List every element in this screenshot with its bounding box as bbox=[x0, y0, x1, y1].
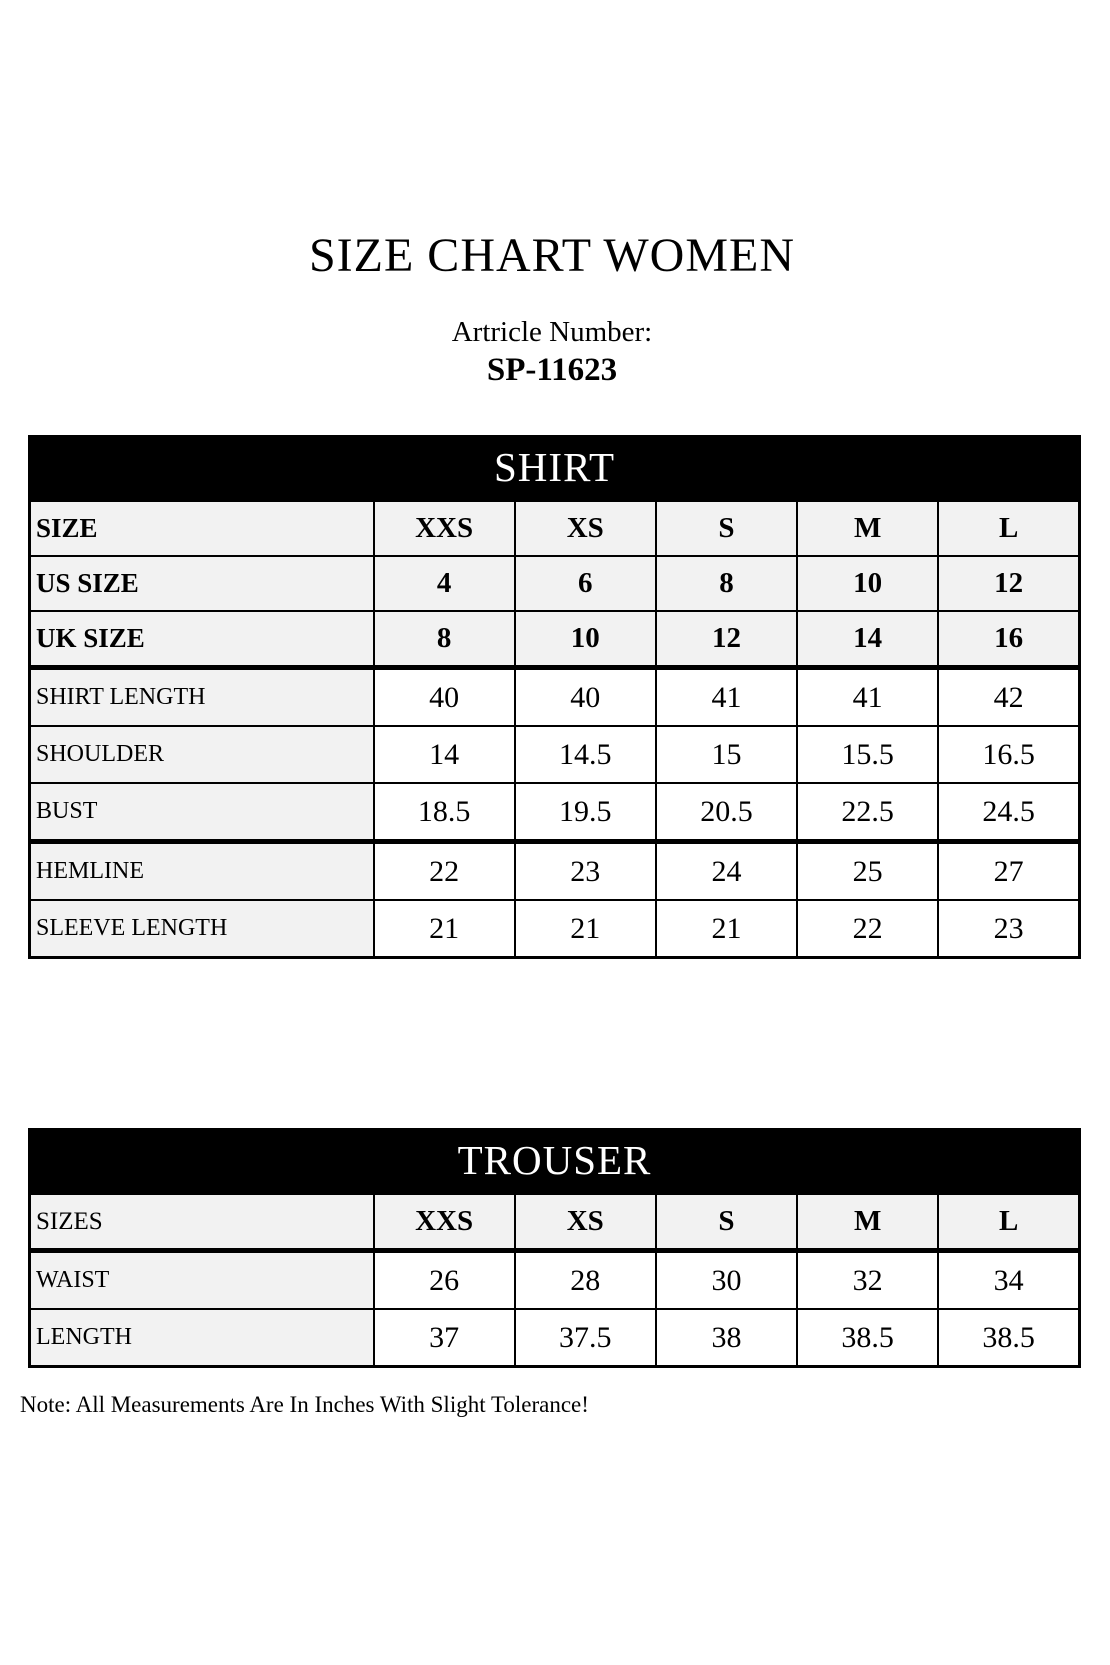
value-cell: 32 bbox=[797, 1251, 938, 1310]
value-cell: 40 bbox=[515, 668, 656, 727]
value-cell: 40 bbox=[374, 668, 515, 727]
value-cell: 37.5 bbox=[515, 1309, 656, 1367]
value-cell: 10 bbox=[797, 556, 938, 611]
article-number-value: SP-11623 bbox=[486, 352, 618, 388]
value-cell: 21 bbox=[515, 900, 656, 958]
value-cell: 19.5 bbox=[515, 783, 656, 842]
value-cell: 12 bbox=[938, 556, 1079, 611]
value-cell: 12 bbox=[656, 611, 797, 668]
row-label-cell: HEMLINE bbox=[30, 842, 374, 901]
value-cell: 38.5 bbox=[938, 1309, 1079, 1367]
value-cell: 30 bbox=[656, 1251, 797, 1310]
value-cell: 4 bbox=[374, 556, 515, 611]
row-label-cell: SHIRT LENGTH bbox=[30, 668, 374, 727]
shirt-table-title-band: SHIRT bbox=[28, 435, 1081, 499]
trouser-size-table bbox=[28, 1192, 1081, 1368]
row-us-size bbox=[30, 556, 1080, 611]
value-cell: 27 bbox=[938, 842, 1079, 901]
value-cell: 38.5 bbox=[797, 1309, 938, 1367]
value-cell: 41 bbox=[797, 668, 938, 727]
value-cell: S bbox=[656, 1194, 797, 1251]
row-label-cell: BUST bbox=[30, 783, 374, 842]
row-label-cell: LENGTH bbox=[30, 1309, 374, 1367]
value-cell: 18.5 bbox=[374, 783, 515, 842]
row-label-cell: WAIST bbox=[30, 1251, 374, 1310]
note-text: Note: All Measurements Are In Inches With Slight Tolerance! bbox=[20, 1392, 589, 1417]
row-label-cell: US SIZE bbox=[30, 556, 374, 611]
value-cell: 14 bbox=[374, 726, 515, 783]
trouser-size-section bbox=[28, 1128, 1081, 1368]
value-cell: 21 bbox=[656, 900, 797, 958]
row-shoulder bbox=[30, 726, 1080, 783]
value-cell: 15.5 bbox=[797, 726, 938, 783]
value-cell: XXS bbox=[374, 501, 515, 557]
value-cell: 22 bbox=[374, 842, 515, 901]
value-cell: 25 bbox=[797, 842, 938, 901]
value-cell: 14 bbox=[797, 611, 938, 668]
value-cell: 8 bbox=[374, 611, 515, 668]
row-uk-size bbox=[30, 611, 1080, 668]
value-cell: L bbox=[938, 1194, 1079, 1251]
value-cell: 15 bbox=[656, 726, 797, 783]
page-title: SIZE CHART WOMEN bbox=[308, 229, 795, 282]
value-cell: 22.5 bbox=[797, 783, 938, 842]
row-shirt-length bbox=[30, 668, 1080, 727]
value-cell: 22 bbox=[797, 900, 938, 958]
row-sizes bbox=[30, 1194, 1080, 1251]
value-cell: XXS bbox=[374, 1194, 515, 1251]
row-label-cell: SLEEVE LENGTH bbox=[30, 900, 374, 958]
value-cell: 16 bbox=[938, 611, 1079, 668]
value-cell: 14.5 bbox=[515, 726, 656, 783]
value-cell: S bbox=[656, 501, 797, 557]
shirt-size-section bbox=[28, 435, 1081, 959]
value-cell: 24 bbox=[656, 842, 797, 901]
row-label-cell: SIZES bbox=[30, 1194, 374, 1251]
trouser-table-title-band: TROUSER bbox=[28, 1128, 1081, 1192]
value-cell: 10 bbox=[515, 611, 656, 668]
value-cell: 26 bbox=[374, 1251, 515, 1310]
value-cell: 16.5 bbox=[938, 726, 1079, 783]
value-cell: XS bbox=[515, 1194, 656, 1251]
value-cell: M bbox=[797, 1194, 938, 1251]
row-label-cell: SHOULDER bbox=[30, 726, 374, 783]
row-waist bbox=[30, 1251, 1080, 1310]
value-cell: 23 bbox=[938, 900, 1079, 958]
value-cell: 42 bbox=[938, 668, 1079, 727]
value-cell: 38 bbox=[656, 1309, 797, 1367]
value-cell: 21 bbox=[374, 900, 515, 958]
value-cell: 8 bbox=[656, 556, 797, 611]
value-cell: 20.5 bbox=[656, 783, 797, 842]
value-cell: 28 bbox=[515, 1251, 656, 1310]
row-label-cell: SIZE bbox=[30, 501, 374, 557]
value-cell: M bbox=[797, 501, 938, 557]
value-cell: L bbox=[938, 501, 1079, 557]
row-sleeve-length bbox=[30, 900, 1080, 958]
shirt-size-table bbox=[28, 499, 1081, 959]
row-hemline bbox=[30, 842, 1080, 901]
row-bust bbox=[30, 783, 1080, 842]
value-cell: 24.5 bbox=[938, 783, 1079, 842]
value-cell: 41 bbox=[656, 668, 797, 727]
value-cell: 6 bbox=[515, 556, 656, 611]
value-cell: 23 bbox=[515, 842, 656, 901]
row-size bbox=[30, 501, 1080, 557]
value-cell: XS bbox=[515, 501, 656, 557]
article-number-label: Artricle Number: bbox=[451, 316, 653, 348]
row-label-cell: UK SIZE bbox=[30, 611, 374, 668]
value-cell: 34 bbox=[938, 1251, 1079, 1310]
row-length bbox=[30, 1309, 1080, 1367]
value-cell: 37 bbox=[374, 1309, 515, 1367]
